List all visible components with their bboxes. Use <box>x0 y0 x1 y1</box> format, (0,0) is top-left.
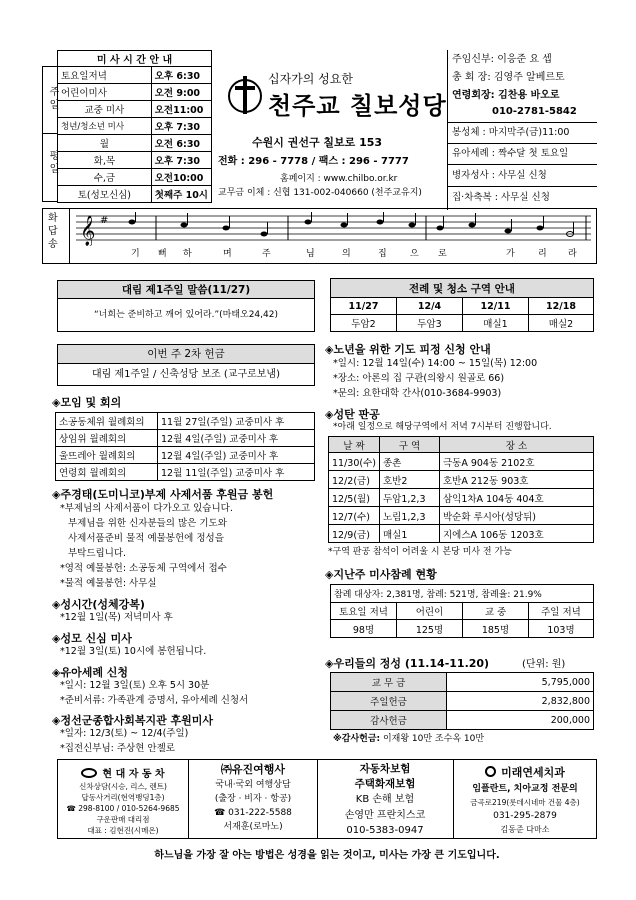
judgment-place: 호반A 212동 903호 <box>439 471 593 489</box>
attendance-title: ◈지난주 미사참례 현황 <box>325 568 437 581</box>
hymn-syllable: 의 <box>342 249 351 259</box>
judgment-header: 구 역 <box>379 437 439 453</box>
cleaning-area: 두암3 <box>397 315 463 332</box>
cleaning-area: 매실1 <box>463 315 529 332</box>
confession-line: *12월 1일(목) 저녁미사 후 <box>60 612 173 623</box>
hymn-syllable: 주 <box>262 249 271 259</box>
offering-line: 부제님을 위한 신자분들의 많은 기도와 <box>68 518 227 529</box>
dental-line: 금곡로219(롯데시네마 건물 4층) <box>470 798 580 807</box>
retreat-line: *일시: 12월 14일(수) 14:00 ~ 15일(목) 12:00 <box>333 358 538 369</box>
infant-line: *준비서류: 가족관계 증명서, 유아세례 신청서 <box>60 695 249 706</box>
mass-row-time: 오후 7:30 <box>151 118 211 135</box>
staff-divider <box>447 122 597 123</box>
judgment-title: ◈성탄 판공 <box>325 408 380 421</box>
finance-amount: 5,795,000 <box>447 673 594 692</box>
mass-row-name: 화,목 <box>58 152 152 169</box>
church-account: 교무금 이체 : 신협 131-002-040660 (천주교유지) <box>218 188 422 198</box>
cleaning-box <box>330 278 594 332</box>
hymn-syllable: 라 <box>568 249 577 259</box>
svg-text:𝄞: 𝄞 <box>80 216 96 246</box>
staff-blessing: 집·차축복 : 사무실 신청 <box>452 192 550 203</box>
marian-line: *12월 3일(토) 10시에 봉헌됩니다. <box>60 646 207 657</box>
cleaning-title: 전례 및 청소 구역 안내 <box>331 279 594 298</box>
hyundai-brand: 현 대 자 동 차 <box>102 769 165 780</box>
insurance-phone: 010-5383-0947 <box>346 825 424 836</box>
staff-anointing: 병자성사 : 사무실 신청 <box>452 170 547 181</box>
staff-seal: 봉성체 : 마지막주(금)11:00 <box>452 127 570 138</box>
hymn-syllable: 기 <box>131 249 140 259</box>
travel-line: (출장 · 비자 · 항공) <box>214 794 292 804</box>
attendance-value: 103명 <box>529 620 594 638</box>
travel-line: ☎ 031-222-5588 <box>214 808 292 818</box>
judgment-date: 12/7(수) <box>329 507 380 525</box>
cleaning-date: 12/11 <box>463 298 529 315</box>
retreat-line: *장소: 아론의 집 구관(의왕시 원골로 66) <box>333 373 505 384</box>
judgment-date: 11/30(수) <box>329 453 380 471</box>
mass-row-time: 오전10:00 <box>151 169 211 186</box>
mass-left-frame <box>42 66 58 202</box>
judgment-footer: *구역 판공 참석이 어려울 시 본당 미사 전 가능 <box>328 547 512 557</box>
judgment-area: 두암1,2,3 <box>379 489 439 507</box>
mass-row-time: 오전 6:30 <box>151 135 211 152</box>
judgment-date: 12/5(월) <box>329 489 380 507</box>
mass-table <box>57 66 212 203</box>
finance-title: ◈우리들의 정성 (11.14-11.20) <box>325 657 490 670</box>
hymn-syllable: 리 <box>538 249 547 259</box>
staff-divider <box>447 164 597 165</box>
judgment-area: 노림1,2,3 <box>379 507 439 525</box>
offering-line: *영적 예물봉헌: 소공동체 구역에서 접수 <box>60 563 227 574</box>
church-address: 수원시 권선구 칠보로 153 <box>252 136 383 149</box>
hyundai-logo-icon <box>81 768 97 778</box>
weekday-label-text: 평 일 <box>47 150 58 174</box>
meetings-title: ◈모임 및 회의 <box>52 396 122 409</box>
hymn-syllable: 하 <box>183 249 192 259</box>
judgment-date: 12/2(금) <box>329 471 380 489</box>
finance-unit: (단위: 원) <box>522 659 566 670</box>
judgment-area: 종촌 <box>379 453 439 471</box>
svg-text:#: # <box>100 215 109 226</box>
dental-line: 031-295-2879 <box>493 811 557 821</box>
attendance-header: 교 중 <box>463 603 529 620</box>
meeting-when: 11월 27일(주일) 교중미사 후 <box>158 413 315 430</box>
judgment-header: 장 소 <box>439 437 593 453</box>
insurance-name: 손영만 프란치스코 <box>344 810 426 821</box>
hymn-label: 화 답 송 <box>48 213 58 250</box>
hymn-syllable: 님 <box>306 249 315 259</box>
ad-dental <box>455 762 595 836</box>
hyundai-line: 구운판매 대리점 <box>96 815 150 824</box>
finance-name: 교 무 금 <box>331 673 447 692</box>
hymn-staff <box>76 212 591 250</box>
mass-row-name: 교중 미사 <box>58 101 152 118</box>
finance-amount: 2,832,800 <box>447 692 594 711</box>
cleaning-area: 두암2 <box>331 315 397 332</box>
attendance-value: 185명 <box>463 620 529 638</box>
offering-line: *부제님의 사제서품이 다가오고 있습니다. <box>60 503 233 514</box>
dental-brand: 미래연세치과 <box>501 766 565 779</box>
judgment-place: 지에스A 106동 1203호 <box>439 525 593 543</box>
attendance-header: 토요일 저녁 <box>331 603 397 620</box>
retreat-line: *문의: 요한대학 간사(010-3684-9903) <box>333 388 502 399</box>
mass-row-time: 오전11:00 <box>151 101 211 118</box>
judgment-area: 매실1 <box>379 525 439 543</box>
staff-president: 총 회 장: 김영주 알베르토 <box>452 72 565 83</box>
meeting-name: 소공동체위 월례회의 <box>56 413 158 430</box>
cleaning-date: 12/4 <box>397 298 463 315</box>
church-homepage: 홈페이지 : www.chilbo.or.kr <box>280 174 398 184</box>
hymn-lyrics <box>76 246 591 260</box>
mass-left-divider <box>42 133 58 134</box>
mass-row-time: 오후 7:30 <box>151 152 211 169</box>
judgment-area: 호반2 <box>379 471 439 489</box>
finance-name: 감사헌금 <box>331 711 447 730</box>
dental-line: 임플란트, 치아교정 전문의 <box>472 784 578 794</box>
insurance-brand2: 주택화재보험 <box>354 778 416 790</box>
judgment-note: *아래 일정으로 해당구역에서 저녁 7시부터 진행합니다. <box>333 422 552 432</box>
judgment-table <box>328 436 594 543</box>
finance-note-text: 이재왕 10만 조수옥 10만 <box>380 734 485 744</box>
attendance-header: 주일 저녁 <box>529 603 594 620</box>
mass-schedule-title: 미 사 시 간 안 내 <box>58 51 212 67</box>
ad-travel <box>190 762 316 834</box>
hymn-syllable: 집 <box>378 249 387 259</box>
dental-logo-icon <box>485 766 496 777</box>
staff-contact: 연령회장: 김찬용 바오로 <box>452 90 560 101</box>
marian-title: ◈성모 신심 미사 <box>52 632 132 645</box>
mass-row-time: 오전 9:00 <box>151 84 211 101</box>
finance-table <box>330 672 594 730</box>
hymn-syllable: 로 <box>438 249 447 259</box>
mass-row-name: 토(성모신심) <box>58 186 152 203</box>
attendance-value: 98명 <box>331 620 397 638</box>
welfare-line: *집전신부님: 주상현 안젤로 <box>60 743 175 754</box>
travel-brand: ㈜유진여행사 <box>220 763 286 776</box>
finance-name: 주일헌금 <box>331 692 447 711</box>
ad-insurance <box>319 762 451 838</box>
judgment-place: 극동A 904동 2102호 <box>439 453 593 471</box>
welfare-title: ◈정선군종합사회복지관 후원미사 <box>52 714 214 727</box>
hyundai-line: ☎ 298-8100 / 010-5264-9685 <box>66 804 180 813</box>
judgment-date: 12/9(금) <box>329 525 380 543</box>
judgment-place: 박순화 루시아(성당뒤) <box>439 507 593 525</box>
church-phone: 전화 : 296 - 7778 / 팩스 : 296 - 7777 <box>218 156 409 167</box>
meeting-when: 12월 4일(주일) 교중미사 후 <box>158 430 315 447</box>
welfare-line: *일자: 12/3(토) ~ 12/4(주일) <box>60 728 189 739</box>
hymn-syllable: 가 <box>506 249 515 259</box>
offering-line: 사제서품준비 물적 예물봉헌에 정성을 <box>68 533 224 544</box>
sunday-label-text: 주 일 <box>47 86 58 110</box>
music-staff-icon <box>76 212 591 246</box>
hyundai-line: 답동사거리(현역뱅딩1층) <box>81 793 165 802</box>
word-box <box>57 280 315 332</box>
insurance-brand: 자동차보험 <box>359 763 411 775</box>
retreat-title: ◈노년을 위한 기도 피정 신청 안내 <box>325 343 491 356</box>
ads-divider <box>453 759 454 839</box>
hymn-syllable: 으 <box>410 249 419 259</box>
word-title: 대림 제1주일 말씀(11/27) <box>58 281 314 299</box>
attendance-summary: 참례 대상자: 2,381명, 참례: 521명, 참례율: 21.9% <box>331 585 594 603</box>
collection-text: 대림 제1주일 / 신축성당 보조 (교구로보냄) <box>92 369 280 380</box>
cleaning-date: 12/18 <box>529 298 594 315</box>
infant-title: ◈유아세례 신청 <box>52 666 129 679</box>
church-subtitle: 십자가의 성요한 <box>268 72 353 86</box>
cleaning-date: 11/27 <box>331 298 397 315</box>
meeting-name: 상임위 월례회의 <box>56 430 158 447</box>
judgment-place: 삼익1차A 104동 404호 <box>439 489 593 507</box>
attendance-header: 어린이 <box>397 603 463 620</box>
meeting-when: 12월 11일(주일) 교중미사 후 <box>158 464 315 481</box>
collection-title: 이번 주 2차 헌금 <box>58 345 314 364</box>
mass-schedule <box>57 50 212 67</box>
judgment-header: 날 짜 <box>329 437 380 453</box>
finance-note-label: ※감사헌금: <box>333 734 381 744</box>
word-text: “너희는 준비하고 깨어 있어라.”(마태오24,42) <box>94 310 278 320</box>
mass-row-name: 어린이미사 <box>58 84 152 101</box>
staff-priest: 주임신부: 이응준 요 셉 <box>452 54 552 65</box>
offering-lines <box>60 501 233 591</box>
travel-line: 서재훈(로마노) <box>223 822 283 832</box>
mass-row-time: 오후 6:30 <box>151 67 211 84</box>
hymn-syllable: 며 <box>223 249 232 259</box>
attendance-table <box>330 584 594 638</box>
church-logo <box>226 72 264 118</box>
motto: 하느님을 가장 잘 아는 방법은 성경을 읽는 것이고, 미사는 가장 큰 기도입니다. <box>154 850 500 861</box>
dental-line: 김동준 다마소 <box>500 825 550 834</box>
cleaning-area: 매실2 <box>529 315 594 332</box>
ads-divider <box>188 759 189 839</box>
mass-row-name: 토요일저녁 <box>58 67 152 84</box>
staff-divider <box>447 186 597 187</box>
finance-amount: 200,000 <box>447 711 594 730</box>
meetings-table <box>55 412 315 481</box>
offering-line: *물적 예물봉헌: 사무실 <box>60 578 157 589</box>
meeting-name: 울뜨레아 월례회의 <box>56 447 158 464</box>
insurance-logo: KB 손해 보험 <box>355 794 415 805</box>
ads-divider <box>317 759 318 839</box>
mass-row-name: 월 <box>58 135 152 152</box>
mass-row-name: 수,금 <box>58 169 152 186</box>
travel-line: 국내·국외 여행상담 <box>215 780 291 790</box>
staff-baptism: 유아세례 : 짝수달 첫 토요일 <box>452 148 569 159</box>
ad-hyundai <box>60 762 186 836</box>
staff-divider <box>447 143 597 144</box>
church-name: 천주교 칠보성당 <box>268 92 447 120</box>
hymn-syllable: 뻐 <box>158 249 167 259</box>
mass-row-time: 첫째주 10시 <box>151 186 211 203</box>
hyundai-line: 신차상담(시승, 리스, 렌트) <box>79 782 167 791</box>
hyundai-line: 대표 : 김현진(시메온) <box>87 826 159 835</box>
mass-row-name: 청년/청소년 미사 <box>58 118 152 135</box>
staff-contact-phone: 010-2781-5842 <box>492 106 577 117</box>
finance-note <box>333 731 484 744</box>
offering-line: 부탁드립니다. <box>68 548 127 559</box>
offering-title: ◈주경태(도미니코)부제 사제서품 후원금 봉헌 <box>52 488 274 501</box>
confession-title: ◈성시간(성체강복) <box>52 598 145 611</box>
meeting-name: 연령회 월례회의 <box>56 464 158 481</box>
meeting-when: 12월 4일(주일) 교중미사 후 <box>158 447 315 464</box>
infant-line: *일시: 12월 3일(토) 오후 5시 30분 <box>60 680 210 691</box>
attendance-value: 125명 <box>397 620 463 638</box>
collection-box <box>57 344 315 386</box>
